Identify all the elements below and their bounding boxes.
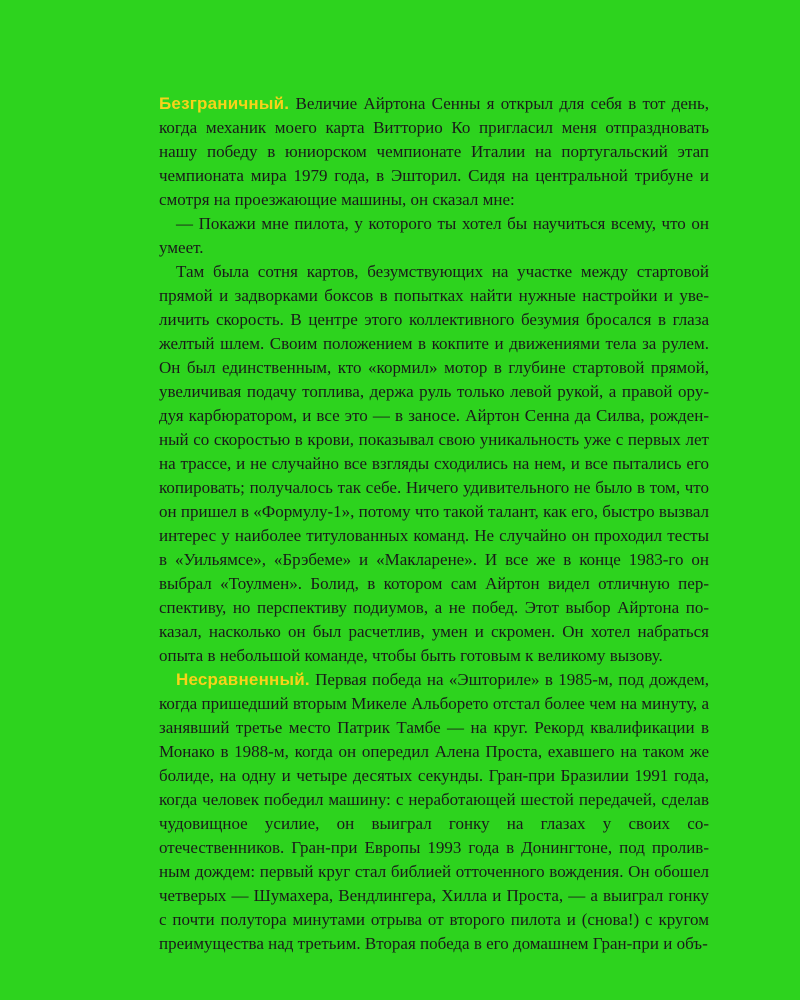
lead-heading-boundless: Безграничный. bbox=[159, 94, 290, 113]
article-text bbox=[159, 92, 709, 956]
paragraph-text: — Покажи мне пилота, у которого ты хотел бы научиться всему, что он умеет. bbox=[159, 214, 709, 257]
paragraph-incomparable bbox=[159, 668, 709, 956]
paragraph-boundless-intro bbox=[159, 92, 709, 212]
paragraph-text: Там была сотня картов, безумствующих на участке между стартовой прямой и задворками боксов в попытках найти нужные настройки и увеличить скорость. В центре этого коллективного безумия бросался в глаза желтый шлем. Своим положением в кокпите и движениями тела за рулем. Он был единственным, кто «кормил» мотор в глубине стартовой прямой, увеличивая подачу топлива, держа руль только левой рукой, а правой орудуя карбюратором, и все это — в заносе. Айртон Сенна да Силва, рожденный со скоростью в крови, показывал свою уникальность уже с первых лет на трассе, и не случайно все взгляды сходились на нем, и все пытались его копировать; получалось так себе. Ничего удивительного не было в том, что он пришел в «Формулу-1», потому что такой талант, как его, быстро вызвал интерес у наиболее титулованных команд. Не случайно он проходил тесты в «Уильямсе», «Брэбеме» и «Макларене». И все же в конце 1983-го он выбрал «Тоулмен». Болид, в котором сам Айртон видел отличную перспективу, но перспективу подиумов, а не побед. Этот выбор Айртона показал, насколько он был расчетлив, умен и скромен. Он хотел набраться опыта в небольшой команде, чтобы быть готовым к великому вызову. bbox=[159, 262, 709, 665]
paragraph-text: Первая победа на «Эшториле» в 1985-м, под дождем, когда пришедший вторым Микеле Альборето отстал более чем на минуту, а занявший третье место Патрик Тамбе — на круг. Рекорд квалификации в Монако в 1988-м, когда он опередил Алена Проста, ехавшего на таком же болиде, на одну и четыре десятых секунды. Гран-при Бразилии 1991 года, когда человек победил машину: с неработающей шестой передачей, сделав чудовищное усилие, он выиграл гонку на глазах у своих соотечественников. Гран-при Европы 1993 года в Донингтоне, под проливным дождем: первый круг стал библией отточенного вождения. Он обошел четверых — Шумахера, Вендлингера, Хилла и Проста, — а выиграл гонку с почти полутора минутами отрыва от второго пилота и (снова!) с кругом преимущества над третьим. Вторая победа в его домашнем Гран-при и объ- bbox=[159, 670, 709, 953]
paragraph-text: Величие Айртона Сенны я открыл для себя в тот день, когда механик моего карта Витторио Ко пригласил меня отпраздновать нашу победу в юниорском чемпионате Италии на португальский этап чемпионата мира 1979 года, в Эшторил. Сидя на центральной трибуне и смотря на проезжающие машины, он сказал мне: bbox=[159, 94, 710, 209]
lead-heading-incomparable: Несравненный. bbox=[176, 670, 310, 689]
paragraph-karting bbox=[159, 260, 709, 668]
paragraph-quote bbox=[159, 212, 709, 260]
